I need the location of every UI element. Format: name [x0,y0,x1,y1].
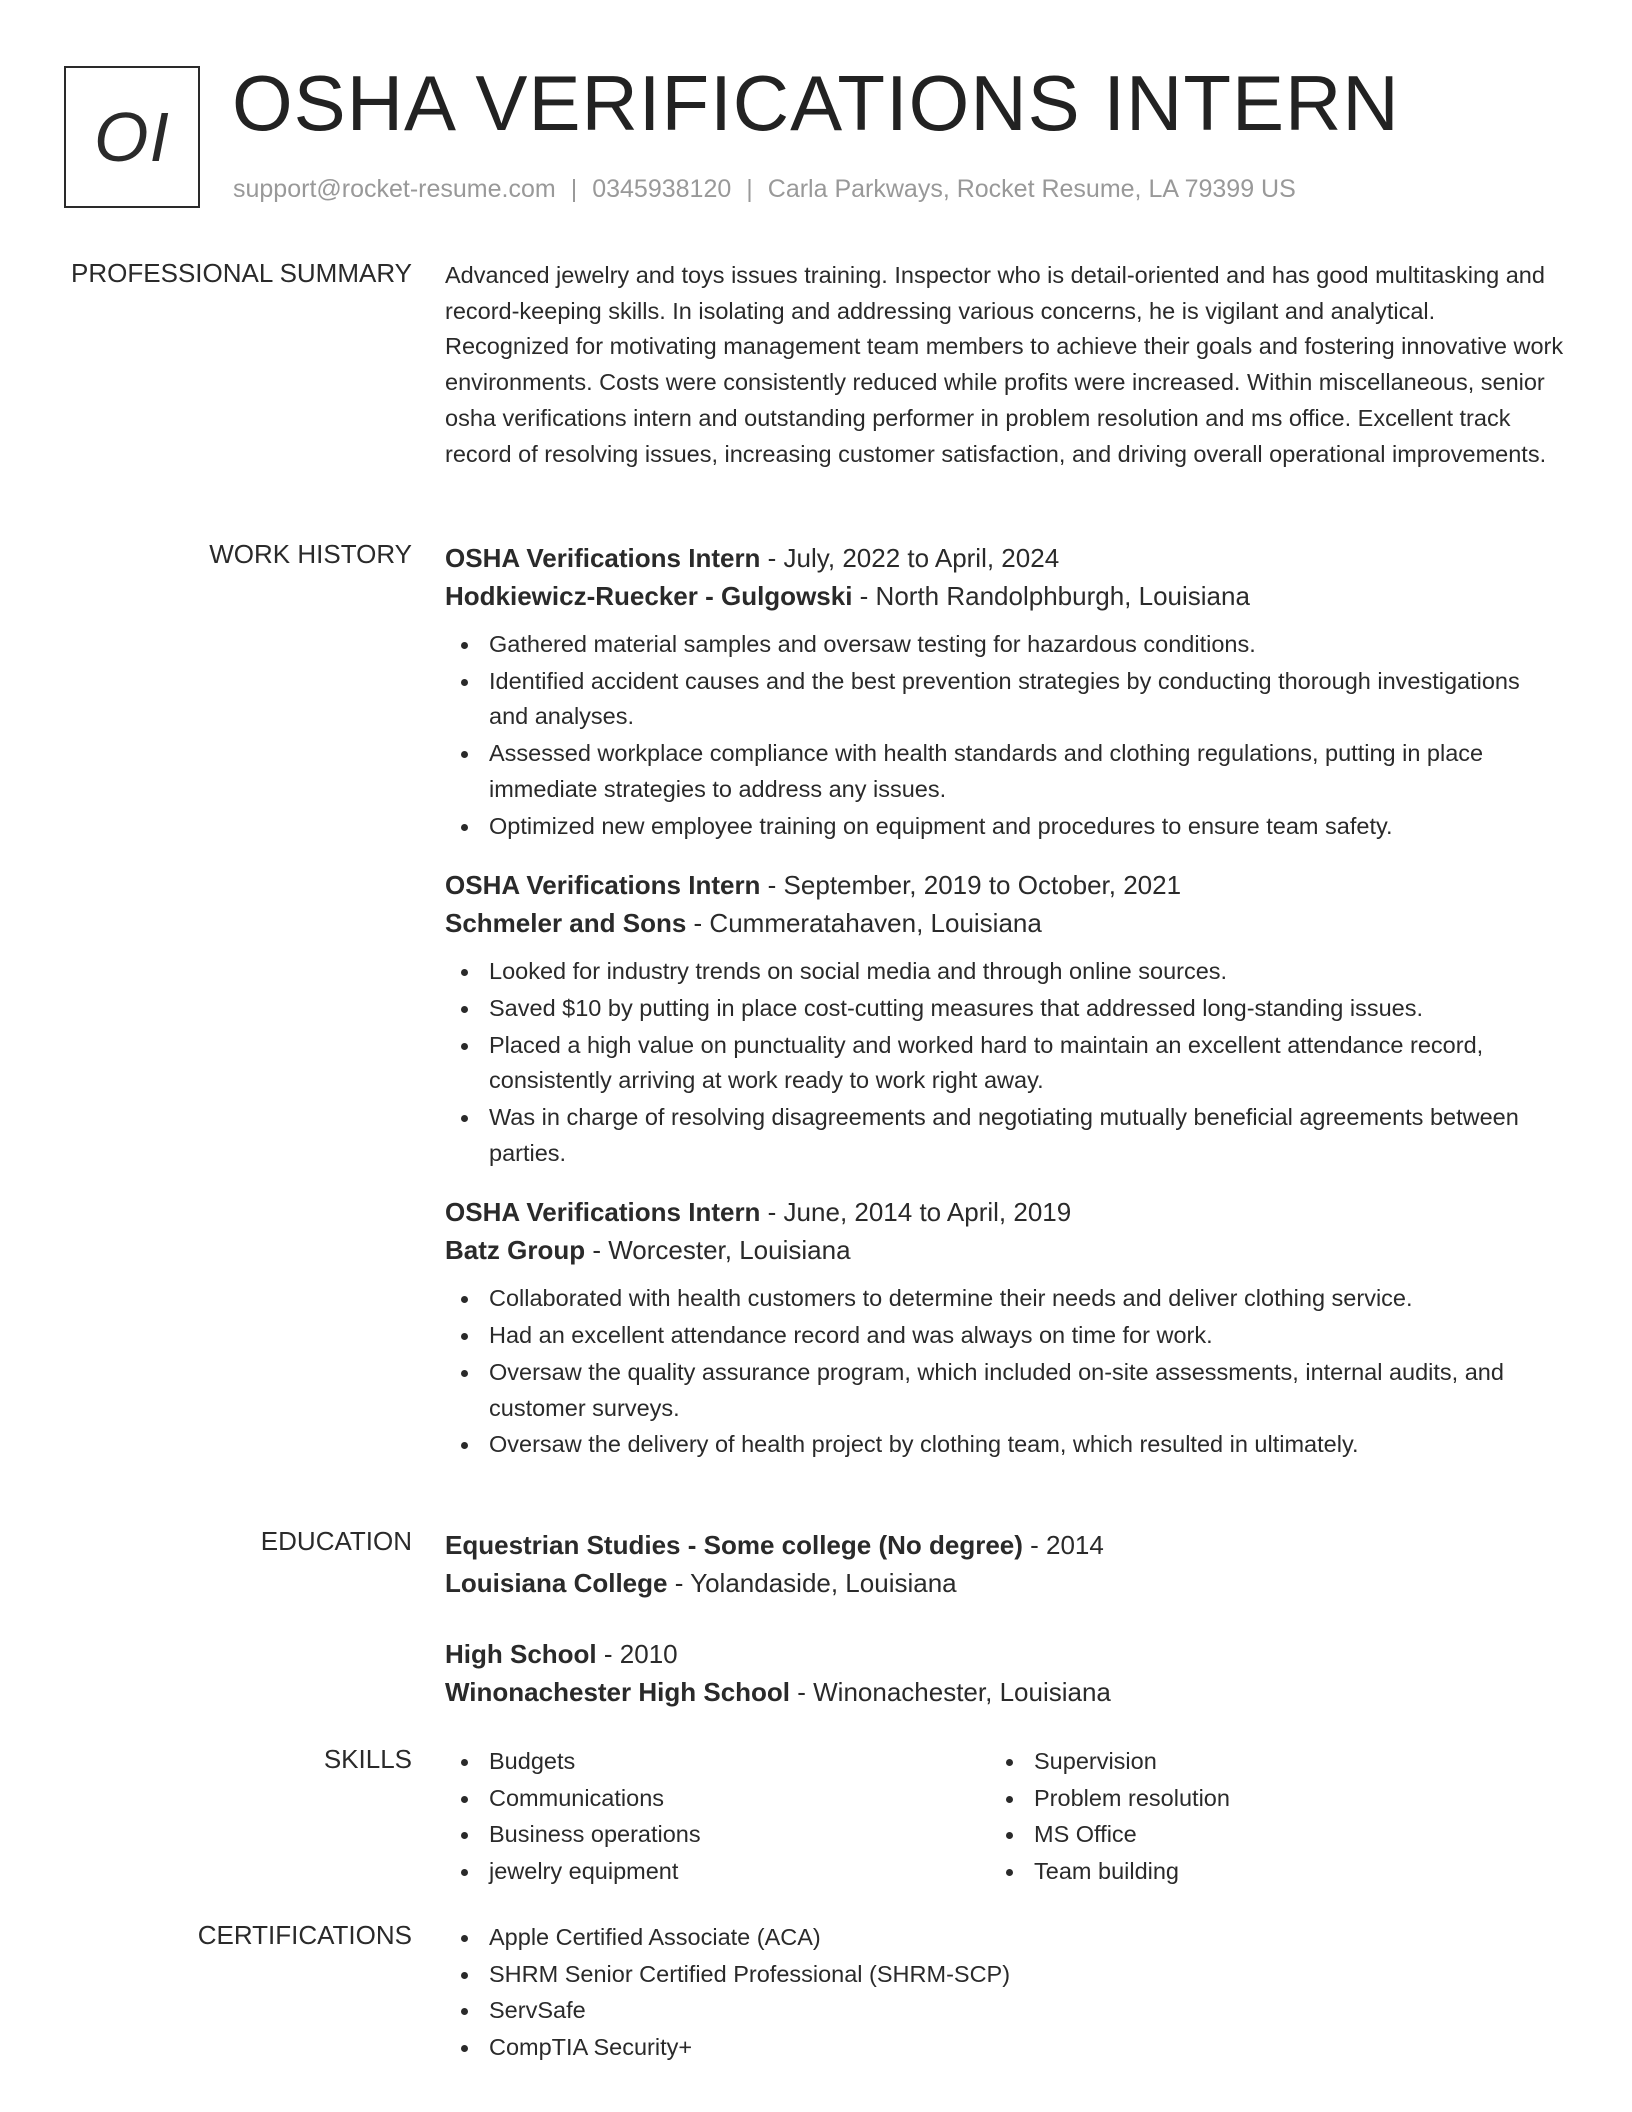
contact-address: Carla Parkways, Rocket Resume, LA 79399 US [767,175,1296,203]
job-entry [445,539,1565,844]
list-item: Placed a high value on punctuality and worked hard to maintain an excellent attendance record, consistently arriving at work ready to work right away. [445,1028,1565,1099]
page-title: OSHA VERIFICATIONS INTERN [232,59,1400,147]
section-label: SKILLS [323,1744,412,1774]
education-degree: High School [445,1639,597,1669]
list-item: Apple Certified Associate (ACA) [445,1920,1565,1956]
education-school: Winonachester High School [445,1677,791,1707]
education-school-line [445,1564,1565,1602]
section-label: WORK HISTORY [209,539,412,569]
section-body [445,539,1565,1464]
education-location: - Winonachester, Louisiana [790,1677,1111,1707]
contact-line [233,175,1296,204]
job-location: - Worcester, Louisiana [585,1235,851,1266]
monogram-text: OI [94,98,170,176]
list-item: Saved $10 by putting in place cost-cutting measures that addressed long-standing issues. [445,991,1565,1027]
list-item: Budgets [445,1744,990,1780]
skills-column [445,1744,990,1891]
list-item: Gathered material samples and oversaw testing for hazardous conditions. [445,627,1565,663]
list-item: Identified accident causes and the best prevention strategies by conducting thorough investigations and analyses. [445,664,1565,735]
job-location: - Cummeratahaven, Louisiana [686,908,1042,939]
education-year: - 2010 [596,1639,678,1669]
list-item: SHRM Senior Certified Professional (SHRM-SCP) [445,1957,1565,1993]
job-company-line [445,1231,1565,1269]
section-body [445,258,1565,472]
job-company-line [445,904,1565,942]
list-item: Assessed workplace compliance with health standards and clothing regulations, putting in place immediate strategies to address any issues. [445,736,1565,807]
section-body [445,1920,1565,2067]
contact-email: support@rocket-resume.com [233,175,556,203]
job-dates: - June, 2014 to April, 2019 [760,1197,1072,1228]
list-item: Business operations [445,1817,990,1853]
list-item: Was in charge of resolving disagreements and negotiating mutually beneficial agreements between parties. [445,1100,1565,1171]
section-body [445,1526,1565,1711]
list-item: Optimized new employee training on equipment and procedures to ensure team safety. [445,809,1565,845]
list-item: MS Office [990,1817,1535,1853]
certifications-list [445,1920,1565,2066]
list-item: CompTIA Security+ [445,2030,1565,2066]
list-item: Oversaw the delivery of health project by clothing team, which resulted in ultimately. [445,1427,1565,1463]
list-item: Team building [990,1854,1535,1890]
education-entry [445,1526,1565,1602]
skills-grid [445,1744,1565,1891]
job-title-line [445,539,1565,577]
skills-column [990,1744,1535,1891]
list-item: jewelry equipment [445,1854,990,1890]
education-school-line [445,1673,1565,1711]
job-title-line [445,1193,1565,1231]
list-item: Had an excellent attendance record and was always on time for work. [445,1318,1565,1354]
monogram-badge [64,66,200,208]
section-label: PROFESSIONAL SUMMARY [71,258,412,288]
contact-phone: 0345938120 [592,175,732,203]
list-item: Supervision [990,1744,1535,1780]
education-school: Louisiana College [445,1568,668,1598]
contact-separator: | [570,175,578,203]
education-location: - Yolandaside, Louisiana [667,1568,957,1598]
job-company: Schmeler and Sons [445,908,687,939]
job-title: OSHA Verifications Intern [445,870,761,901]
job-title: OSHA Verifications Intern [445,543,761,573]
job-company: Hodkiewicz-Ruecker - Gulgowski [445,581,853,611]
list-item: Communications [445,1781,990,1817]
job-title: OSHA Verifications Intern [445,1197,761,1228]
skills-list [445,1744,990,1890]
job-bullets [445,954,1565,1171]
job-title-line [445,866,1565,904]
education-year: - 2014 [1022,1530,1104,1560]
job-company-line [445,577,1565,615]
list-item: Oversaw the quality assurance program, which included on-site assessments, internal audits, and customer surveys. [445,1355,1565,1426]
job-bullets [445,1281,1565,1463]
education-degree: Equestrian Studies - Some college (No degree) [445,1530,1023,1560]
section-label: EDUCATION [260,1526,412,1556]
list-item: ServSafe [445,1993,1565,2029]
skills-list [990,1744,1535,1890]
summary-text: Advanced jewelry and toys issues training. Inspector who is detail-oriented and has good multitasking and record-keeping skills. In isolating and addressing various concerns, he is vigilant and analytical. Recognized for motivating management team members to achieve their goals and fostering innovative work environments. Costs were consistently reduced while profits were increased. Within miscellaneous, senior osha verifications intern and outstanding performer in problem resolution and ms office. Excellent track record of resolving issues, increasing customer satisfaction, and driving overall operational improvements. [445,262,1564,467]
job-entry [445,1193,1565,1463]
job-company: Batz Group [445,1235,586,1266]
job-entry [445,866,1565,1171]
job-location: - North Randolphburgh, Louisiana [852,581,1250,611]
education-degree-line [445,1635,1565,1673]
list-item: Looked for industry trends on social media and through online sources. [445,954,1565,990]
list-item: Collaborated with health customers to determine their needs and deliver clothing service. [445,1281,1565,1317]
job-dates: - July, 2022 to April, 2024 [760,543,1060,573]
section-body [445,1744,1565,1891]
education-degree-line [445,1526,1565,1564]
job-bullets [445,627,1565,844]
section-label: CERTIFICATIONS [197,1920,412,1950]
contact-separator: | [746,175,753,203]
job-dates: - September, 2019 to October, 2021 [760,870,1182,901]
list-item: Problem resolution [990,1781,1535,1817]
education-entry [445,1635,1565,1711]
